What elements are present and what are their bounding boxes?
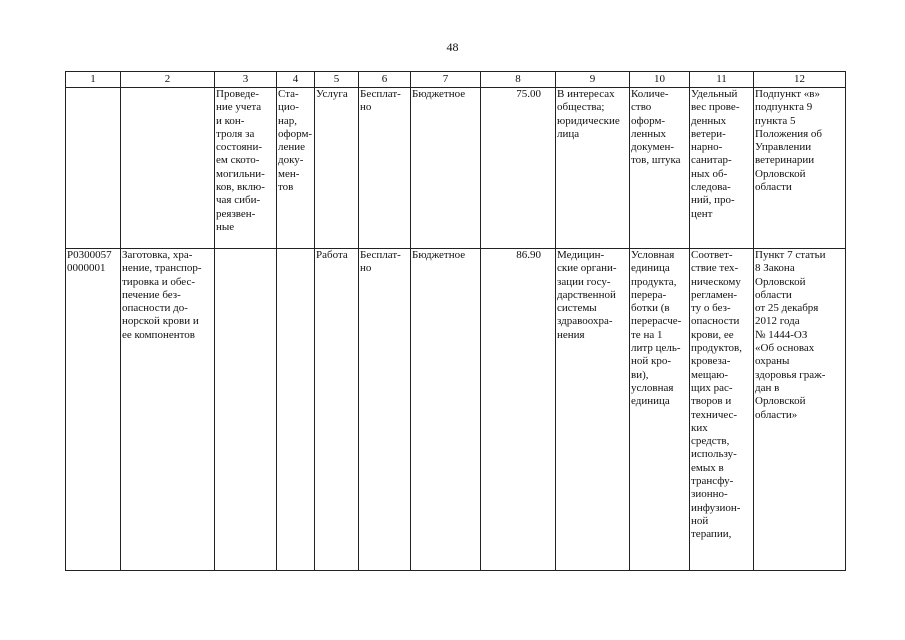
- content-cell: Проведе- ние учета и кон- троля за состояни- ем ското- могильни- ков, вклю- чая сиби- реязвен- ные: [215, 88, 277, 249]
- column-header: 11: [690, 72, 754, 88]
- page-number: 48: [446, 40, 459, 54]
- column-header: 2: [121, 72, 215, 88]
- content-cell: [215, 249, 277, 571]
- conditions-cell: [277, 249, 315, 571]
- conditions-cell: Ста- цио- нар, оформ- ление доку- мен- тов: [277, 88, 315, 249]
- consumers-cell: Медицин- ские органи- зации госу- дарственной системы здравоохра- нения: [556, 249, 630, 571]
- legal-basis-cell: Пункт 7 статьи 8 Закона Орловской области от 25 декабря 2012 года № 1444-ОЗ «Об основах охраны здоровья граж- дан в Орловской области»: [754, 249, 846, 571]
- quality-indicator-cell: Удельный вес прове- денных ветери- нарно- санитар- ных об- следова- ний, про- цент: [690, 88, 754, 249]
- payment-cell: Бесплат- но: [359, 88, 411, 249]
- type-cell: Услуга: [315, 88, 359, 249]
- service-name-cell: [121, 88, 215, 249]
- column-header: 4: [277, 72, 315, 88]
- services-table: [65, 71, 846, 571]
- column-header: 10: [630, 72, 690, 88]
- column-header: 6: [359, 72, 411, 88]
- volume-indicator-cell: Количе- ство оформ- ленных докумен- тов, штука: [630, 88, 690, 249]
- type-cell: Работа: [315, 249, 359, 571]
- institution-type-cell: Бюджетное: [411, 88, 481, 249]
- okved-cell: 75.00: [481, 88, 556, 249]
- institution-type-cell: Бюджетное: [411, 249, 481, 571]
- column-header: 9: [556, 72, 630, 88]
- column-header: 8: [481, 72, 556, 88]
- registry-code-cell: [66, 88, 121, 249]
- consumers-cell: В интересах общества; юридические лица: [556, 88, 630, 249]
- column-number-row: [66, 72, 846, 88]
- column-header: 1: [66, 72, 121, 88]
- registry-code-cell: Р0300057 0000001: [66, 249, 121, 571]
- column-header: 3: [215, 72, 277, 88]
- service-name-cell: Заготовка, хра- нение, транспор- тировка и обес- печение без- опасности до- норской крови и ее компонентов: [121, 249, 215, 571]
- column-header: 7: [411, 72, 481, 88]
- column-header: 12: [754, 72, 846, 88]
- legal-basis-cell: Подпункт «в» подпункта 9 пункта 5 Положения об Управлении ветеринарии Орловской области: [754, 88, 846, 249]
- column-header: 5: [315, 72, 359, 88]
- payment-cell: Бесплат- но: [359, 249, 411, 571]
- okved-cell: 86.90: [481, 249, 556, 571]
- table-row: [66, 88, 846, 249]
- table-row: [66, 249, 846, 571]
- quality-indicator-cell: Соответ- ствие тех- ническому регламен- ту о без- опасности крови, ее продуктов, кровеза- мещаю- щих рас- творов и техничес- ких средств, использу- емых в трансфу- зионно- инфузион- ной терапии,: [690, 249, 754, 571]
- volume-indicator-cell: Условная единица продукта, перера- ботки (в перерасче- те на 1 литр цель- ной кро- ви), условная единица: [630, 249, 690, 571]
